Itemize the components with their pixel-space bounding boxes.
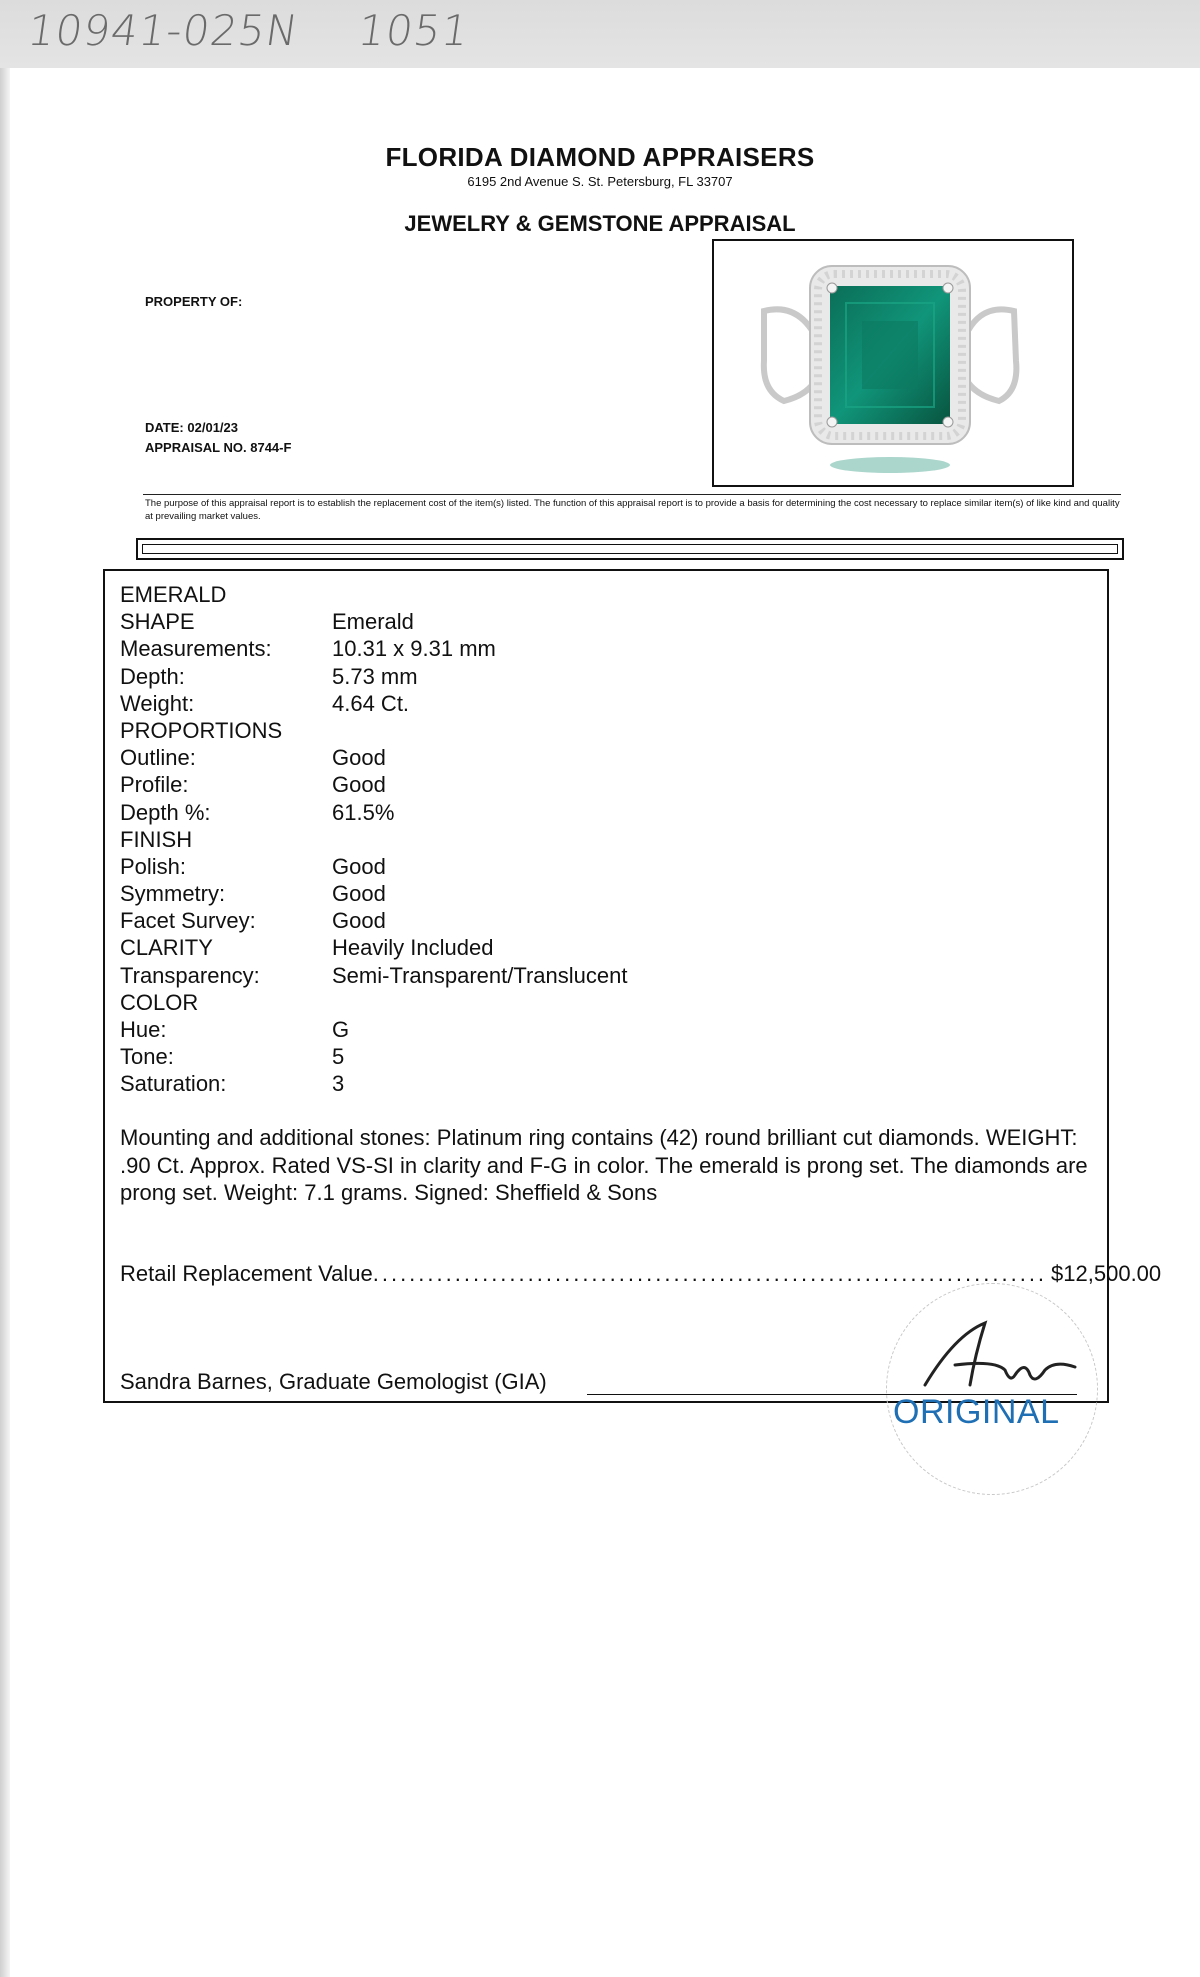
date-value: 02/01/23 — [187, 420, 238, 435]
spec-row-saturation — [120, 1070, 628, 1097]
spec-label: Outline: — [120, 745, 196, 771]
spec-value: 10.31 x 9.31 mm — [332, 636, 496, 662]
appraiser-name: Sandra Barnes, Graduate Gemologist (GIA) — [120, 1369, 547, 1394]
spec-label: Polish: — [120, 853, 187, 879]
spec-row-shape — [120, 608, 628, 635]
spec-row-weight — [120, 690, 628, 717]
spec-row-emerald — [120, 581, 628, 608]
spec-label: Weight: — [120, 690, 195, 716]
appraisal-details-box — [103, 569, 1162, 1403]
spec-label: Profile: — [120, 772, 189, 798]
spec-value: 5 — [332, 1044, 345, 1070]
spec-row-proportions — [120, 717, 628, 744]
spec-value: Good — [332, 745, 386, 771]
date-line — [145, 420, 238, 435]
spec-label: Depth %: — [120, 799, 211, 825]
purpose-statement: The purpose of this appraisal report is to establish the replacement cost of the item(s) listed. The function of this appraisal report is to provide a basis for determining the cost necessary to replace similar item(s) of like kind and quality at prevailing market values. — [145, 498, 1120, 522]
retail-value-amount: $12,500.00 — [1051, 1261, 1162, 1286]
spec-label: Hue: — [120, 1017, 167, 1042]
spec-row-clarity — [120, 934, 628, 961]
retail-value-leader: .......................................................................... — [372, 1261, 1048, 1286]
spec-label: COLOR — [120, 989, 199, 1015]
spec-label: Tone: — [120, 1044, 174, 1070]
spec-label: Saturation: — [120, 1071, 227, 1097]
spec-row-measurements — [120, 635, 628, 662]
handwritten-num: 1051 — [354, 6, 473, 55]
handwritten-ref: 10941-025N — [24, 6, 302, 55]
spec-value: 4.64 Ct. — [332, 690, 410, 716]
company-name: FLORIDA DIAMOND APPRAISERS — [385, 142, 815, 172]
spec-label: Facet Survey: — [120, 908, 256, 934]
spec-row-depth-percent — [120, 799, 628, 826]
spec-value: Good — [332, 853, 386, 879]
spec-row-outline — [120, 744, 628, 771]
handwritten-note — [25, 6, 473, 55]
mounting-description: Mounting and additional stones: Platinum ring contains (42) round brilliant cut diamonds. WEIGHT: .90 Ct. Approx. Rated VS-SI in clarity and F-G in color. The emerald is prong set. The diamonds are prong set. Weight: 7.1 grams. Signed: Sheffield & Sons — [120, 1125, 1088, 1205]
scan-header-strip — [0, 0, 1200, 68]
spec-row-color — [120, 989, 628, 1016]
spec-row-profile — [120, 771, 628, 798]
spec-label: EMERALD — [120, 582, 227, 607]
spec-label: PROPORTIONS — [120, 717, 283, 743]
spec-label: SHAPE — [120, 609, 195, 635]
appraisal-number-label: APPRAISAL NO. — [145, 440, 247, 455]
spec-row-finish — [120, 826, 628, 853]
spec-value: Good — [332, 908, 386, 934]
retail-value-row — [120, 1261, 1162, 1287]
scan-left-edge — [0, 68, 10, 1977]
spec-value: Heavily Included — [332, 935, 494, 961]
spec-row-symmetry — [120, 880, 628, 907]
spec-row-hue — [120, 1016, 628, 1043]
date-label: DATE: — [145, 420, 184, 435]
appraisal-number-line — [145, 440, 291, 455]
original-stamp: ORIGINAL — [893, 1393, 1060, 1431]
spec-row-facet-survey — [120, 907, 628, 934]
spec-label: Symmetry: — [120, 881, 226, 907]
spec-value: 5.73 mm — [332, 663, 418, 689]
spec-label: FINISH — [120, 826, 193, 852]
spec-label: Transparency: — [120, 962, 260, 988]
spec-value: 61.5% — [332, 799, 395, 825]
property-of-label: PROPERTY OF: — [145, 294, 243, 309]
spec-label: Measurements: — [120, 636, 272, 662]
spec-label: CLARITY — [120, 935, 213, 961]
company-address: 6195 2nd Avenue S. St. Petersburg, FL 33707 — [467, 174, 733, 189]
purpose-rule — [143, 494, 1121, 495]
spec-row-transparency — [120, 962, 628, 989]
handwritten-signature — [915, 1315, 1085, 1405]
spec-row-depth — [120, 663, 628, 690]
spec-label: Depth: — [120, 663, 185, 689]
spec-value: G — [332, 1017, 350, 1042]
ring-photo — [712, 239, 1074, 487]
spec-row-polish — [120, 853, 628, 880]
appraisal-number-value: 8744-F — [250, 440, 292, 455]
spec-row-tone — [120, 1043, 628, 1070]
spec-value: 3 — [332, 1071, 345, 1097]
spec-list — [120, 581, 628, 1098]
spec-value: Good — [332, 881, 386, 907]
double-divider-bar — [136, 538, 1124, 560]
emerald-ring-illustration — [714, 241, 1072, 485]
spec-value: Emerald — [332, 609, 414, 635]
spec-value: Semi-Transparent/Translucent — [332, 962, 628, 988]
retail-value-label: Retail Replacement Value — [120, 1261, 373, 1286]
spec-value: Good — [332, 772, 386, 798]
document-title: JEWELRY & GEMSTONE APPRAISAL — [404, 211, 796, 236]
